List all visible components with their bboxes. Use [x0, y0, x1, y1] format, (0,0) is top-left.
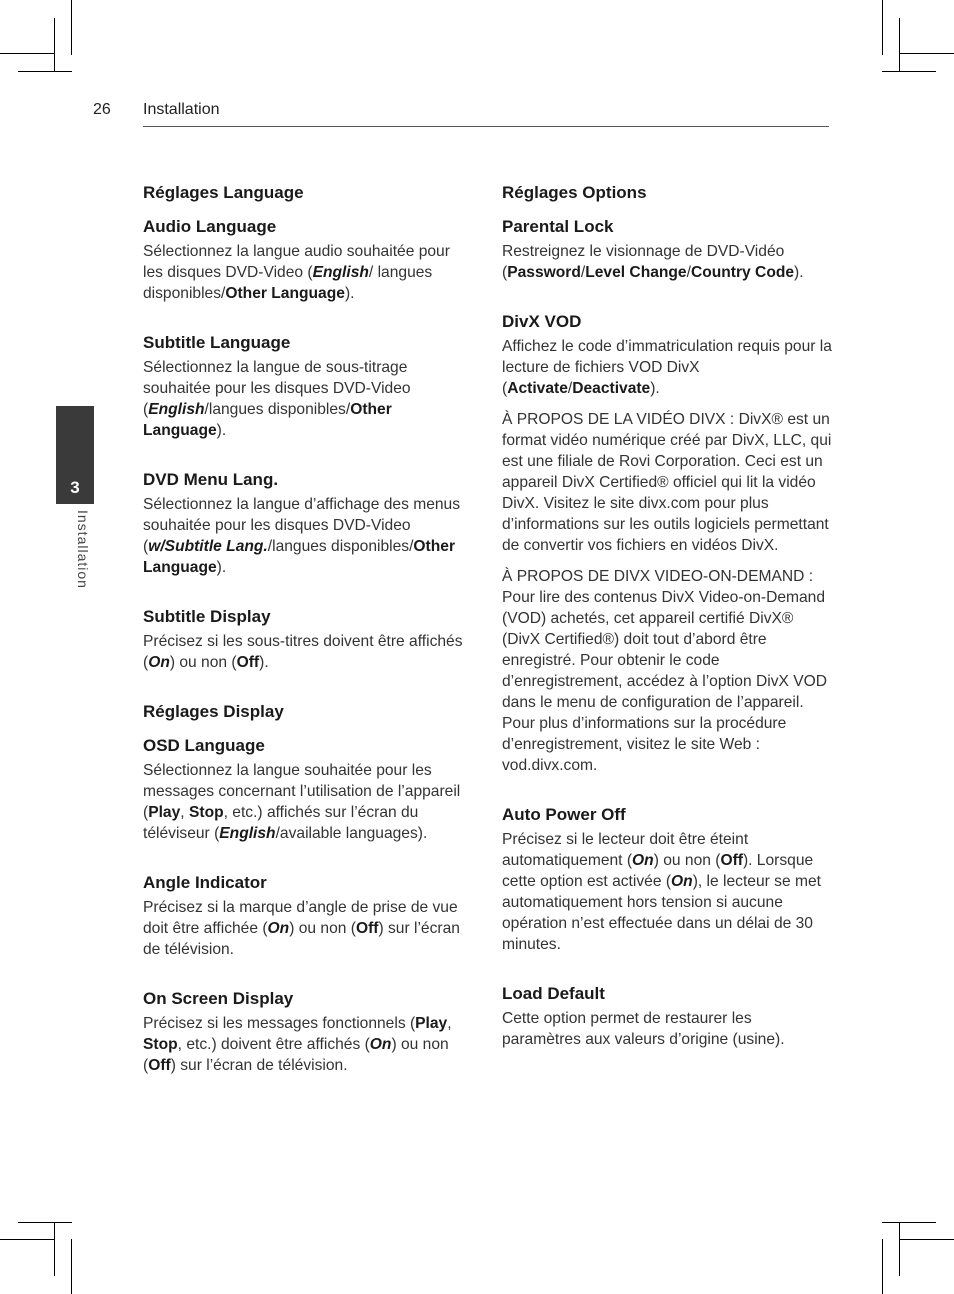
crop-mark — [899, 18, 900, 72]
parental-lock-heading: Parental Lock — [502, 217, 614, 236]
subtitle-language-text: Sélectionnez la langue de sous-titrage souhaitée pour les disques DVD-Video (English/langues disponibles/Other Language). — [143, 359, 411, 439]
crop-mark — [71, 1239, 72, 1294]
crop-mark — [899, 1239, 954, 1240]
subtitle-display-text: Précisez si les sous-titres doivent être affichés (On) ou non (Off). — [143, 633, 463, 671]
subtitle-language-heading: Subtitle Language — [143, 333, 291, 352]
page-header-title: Installation — [143, 101, 220, 118]
divx-about-vod-text: À PROPOS DE DIVX VIDEO-ON-DEMAND : Pour lire des contenus DivX Video-on-Demand (VOD) achetés, cet appareil certifié DivX® (DivX Certified®) doit tout d’abord être enregistré. Pour obtenir le code d’enregistrement, accédez à l’option DivX VOD dans le menu de configuration de l’appareil. Pour plus d’informations sur la procédure d’enregistrement, visitez le site Web : vod.divx.com. — [502, 568, 828, 774]
dvd-menu-lang-text: Sélectionnez la langue d’affichage des menus souhaitée pour les disques DVD-Video (w/Subtitle Lang./langues disponibles/Other Language). — [143, 496, 461, 576]
header-divider — [143, 126, 829, 127]
chapter-label: Installation — [75, 510, 91, 589]
on-screen-display-heading: On Screen Display — [143, 989, 294, 1008]
angle-indicator-heading: Angle Indicator — [143, 873, 267, 892]
crop-mark — [882, 0, 883, 55]
divx-vod-heading: DivX VOD — [502, 312, 582, 331]
crop-mark — [899, 1222, 900, 1276]
section-title-options: Réglages Options — [502, 183, 647, 202]
left-column — [143, 183, 465, 1105]
crop-mark — [882, 1222, 936, 1223]
auto-power-off-heading: Auto Power Off — [502, 805, 626, 824]
crop-mark — [71, 0, 72, 55]
page-number: 26 — [93, 101, 111, 118]
section-title-language: Réglages Language — [143, 183, 304, 202]
crop-mark — [882, 71, 936, 72]
crop-mark — [0, 1239, 55, 1240]
section-title-display: Réglages Display — [143, 702, 284, 721]
crop-mark — [54, 18, 55, 72]
load-default-heading: Load Default — [502, 984, 605, 1003]
crop-mark — [18, 1222, 72, 1223]
osd-language-text: Sélectionnez la langue souhaitée pour les messages concernant l’utilisation de l’appareil (Play, Stop, etc.) affichés sur l’écran du téléviseur (English/available languages). — [143, 762, 461, 842]
parental-lock-text: Restreignez le visionnage de DVD-Vidéo (Password/Level Change/Country Code). — [502, 243, 804, 281]
crop-mark — [18, 71, 72, 72]
osd-language-heading: OSD Language — [143, 736, 265, 755]
audio-language-text: Sélectionnez la langue audio souhaitée pour les disques DVD-Video (English/ langues disponibles/Other Language). — [143, 243, 450, 302]
divx-vod-text: Affichez le code d’immatriculation requis pour la lecture de fichiers VOD DivX (Activate/Deactivate). — [502, 338, 832, 397]
auto-power-off-text: Précisez si le lecteur doit être éteint automatiquement (On) ou non (Off). Lorsque cette option est activée (On), le lecteur se met automatiquement hors tension si aucune opération n’est effectuée dans un délai de 30 minutes. — [502, 831, 821, 953]
subtitle-display-heading: Subtitle Display — [143, 607, 271, 626]
crop-mark — [882, 1239, 883, 1294]
load-default-text: Cette option permet de restaurer les paramètres aux valeurs d’origine (usine). — [502, 1010, 785, 1048]
dvd-menu-lang-heading: DVD Menu Lang. — [143, 470, 279, 489]
divx-about-video-text: À PROPOS DE LA VIDÉO DIVX : DivX® est un format vidéo numérique créé par DivX, LLC, qui est une filiale de Rovi Corporation. Ceci est un appareil DivX Certified® officiel qui lit la vidéo DivX. Visitez le site divx.com pour plus d’informations sur les outils logiciels permettant de convertir vos fichiers en vidéos DivX. — [502, 411, 832, 554]
crop-mark — [54, 1222, 55, 1276]
right-column — [502, 183, 832, 1079]
crop-mark — [899, 53, 954, 54]
chapter-number: 3 — [70, 478, 80, 497]
crop-mark — [0, 53, 55, 54]
audio-language-heading: Audio Language — [143, 217, 277, 236]
on-screen-display-text: Précisez si les messages fonctionnels (Play, Stop, etc.) doivent être affichés (On) ou non (Off) sur l’écran de télévision. — [143, 1015, 452, 1074]
angle-indicator-text: Précisez si la marque d’angle de prise de vue doit être affichée (On) ou non (Off) sur l’écran de télévision. — [143, 899, 460, 958]
